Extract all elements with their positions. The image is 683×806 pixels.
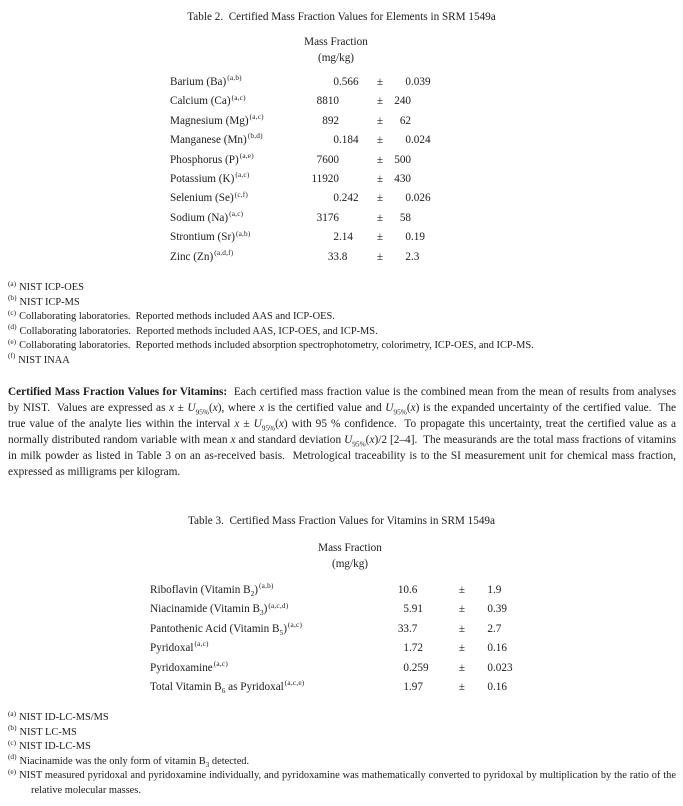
value-whole: 0	[333, 134, 339, 147]
uncertainty-fraction: .7	[493, 622, 502, 635]
footnote-marker: (a,e)	[239, 150, 254, 160]
footnote-marker: (a,b)	[227, 73, 242, 83]
footnote: $^{(c)}$ NIST ID-LC-MS	[8, 737, 91, 752]
plus-minus: ±	[458, 642, 466, 655]
uncertainty-fraction: .3	[411, 250, 420, 263]
uncertainty-whole: 0	[487, 661, 493, 674]
value-fraction: .566	[339, 76, 359, 88]
row-label: Total Vitamin $B_6$ as Pyridoxal$^{(a,c,e)}$	[150, 678, 305, 696]
table-row	[0, 189, 683, 208]
uncertainty-whole: 0	[405, 231, 411, 244]
footnote-marker: (a,d,f)	[214, 247, 234, 257]
uncertainty-fraction: .16	[493, 681, 507, 694]
table-row	[0, 112, 683, 131]
plus-minus: ±	[376, 250, 384, 263]
table-row	[0, 639, 683, 658]
uncertainty-fraction: .39	[493, 603, 507, 616]
value-whole: 8810	[316, 95, 339, 108]
value-fraction: .242	[339, 192, 359, 205]
value-whole: 5	[403, 603, 409, 616]
value-fraction: .91	[409, 603, 423, 616]
vitamins-paragraph: Certified Mass Fraction Values for Vitamins: Each certified mass fraction value is the combined mean from the mean of results from analyses by NIST. Values are expressed as $x \pm U_{95\%}(x)$, where x is the certified value and $U_{95\%}(x)$ is the expanded uncertainty of the certified value. The true value of the analyte lies within the interval $x \pm U_{95\%}(x)$ with 95 % confidence. To propagate this uncertainty, treat the certified value as a normally distributed random variable with mean x and standard deviation $U_{95\%}(x)/2$ [2–4]. The measurands are the total mass fractions of vitamins in milk powder as listed in Table 3 on an as-received basis. Metrological traceability is to the SI measurement unit for chemical mass fraction, expressed as milligrams per kilogram.	[8, 386, 677, 478]
value-whole: 33	[327, 250, 339, 263]
row-label: Pantothenic Acid (Vitamin $B_5)^{(a,c)}$	[150, 620, 303, 638]
table-row	[0, 92, 683, 111]
table-row	[0, 73, 683, 92]
footnote-marker: (e)	[8, 766, 17, 776]
uncertainty-fraction: .024	[411, 134, 431, 147]
uncertainty-whole: 430	[394, 173, 411, 186]
value-whole: 1	[403, 642, 409, 655]
value-whole: 33	[397, 622, 409, 635]
value-whole: 7600	[316, 153, 339, 166]
value-fraction: .259	[409, 661, 429, 674]
value-whole: 1	[403, 681, 409, 694]
row-label: Potassium $(K)^{(a,c)}$	[170, 170, 250, 186]
footnote: $^{(b)}$ NIST LC-MS	[8, 723, 77, 738]
plus-minus: ±	[458, 661, 466, 674]
row-label: Barium $(Ba)^{(a,b)}$	[170, 73, 242, 88]
table2-footnotes	[8, 278, 676, 368]
value-whole: 0	[403, 661, 409, 674]
uncertainty-whole: 2	[487, 622, 493, 635]
table2-unit-header	[230, 35, 442, 66]
table-row	[0, 209, 683, 228]
footnote-marker: (a,c)	[249, 112, 264, 122]
uncertainty-whole: 0	[405, 134, 411, 147]
unit-label: (mg/kg)	[331, 557, 369, 570]
value-whole: 0	[333, 76, 339, 88]
table-row	[0, 678, 683, 697]
footnote: $^{(c)}$ Collaborating laboratories. Reported methods included AAS and ICP-OES.	[8, 307, 335, 322]
table-row	[0, 151, 683, 170]
value-fraction: .184	[339, 134, 359, 147]
row-label: Magnesium $(Mg)^{(a,c)}$	[170, 112, 264, 127]
uncertainty-fraction: .026	[411, 192, 431, 205]
uncertainty-whole: 58	[399, 211, 411, 224]
plus-minus: ±	[376, 134, 384, 147]
table3-unit-header	[244, 541, 456, 572]
value-fraction: .8	[339, 250, 348, 263]
footnote: $^{(f)}$ NIST INAA	[8, 351, 70, 366]
plus-minus: ±	[376, 95, 384, 108]
footnote-marker: (a,c)	[194, 639, 209, 649]
footnote-marker: (a,c,e)	[284, 678, 305, 688]
row-label: Niacinamide (Vitamin $B_3)^{(a,c,d)}$	[150, 600, 289, 618]
footnote-marker: (a)	[8, 278, 17, 288]
footnote: $^{(a)}$ NIST ID-LC-MS/MS	[8, 708, 109, 723]
uncertainty-whole: 0	[405, 192, 411, 205]
mass-fraction-label: Mass Fraction	[304, 36, 368, 48]
row-label: Riboflavin (Vitamin $B_2)^{(a,b)}$	[150, 581, 274, 599]
mass-fraction-label: Mass Fraction	[318, 542, 382, 554]
footnote: $^{(a)}$ NIST ICP-OES	[8, 278, 84, 293]
table3-rows	[0, 581, 683, 697]
row-label: Sodium $(Na)^{(a,c)}$	[170, 209, 244, 224]
value-whole: 11920	[311, 173, 339, 186]
table2-rows	[0, 73, 683, 267]
table-row	[0, 131, 683, 150]
row-label: Calcium $(Ca)^{(a,c)}$	[170, 92, 246, 108]
plus-minus: ±	[458, 681, 466, 694]
uncertainty-whole: 500	[394, 153, 411, 166]
value-whole: 10	[397, 584, 409, 596]
footnote-marker: (a,c,d)	[268, 600, 289, 610]
value-fraction: .6	[409, 584, 418, 596]
value-whole: 892	[322, 114, 339, 127]
table-row	[0, 228, 683, 247]
value-fraction: .72	[409, 642, 423, 655]
table-row	[0, 248, 683, 267]
uncertainty-whole: 240	[394, 95, 411, 108]
footnote: $^{(d)}$ Niacinamide was the only form of vitamin $B_3$ detected.	[8, 752, 250, 769]
value-fraction: .97	[409, 681, 423, 694]
row-label: Strontium $(Sr)^{(a,b)}$	[170, 228, 251, 244]
value-whole: 3176	[316, 211, 339, 224]
uncertainty-fraction: .16	[493, 642, 507, 655]
value-fraction: .7	[409, 622, 418, 635]
row-label: Zinc $(Zn)^{(a,d,f)}$	[170, 247, 234, 263]
plus-minus: ±	[376, 231, 384, 244]
table-row	[0, 620, 683, 639]
plus-minus: ±	[376, 211, 384, 224]
plus-minus: ±	[376, 192, 384, 205]
footnote-marker: (b,d)	[247, 131, 263, 141]
footnote-marker: (d)	[8, 322, 17, 332]
uncertainty-whole: 1	[487, 584, 493, 596]
table3-caption: Table 3. Certified Mass Fraction Values for Vitamins in SRM 1549a	[188, 515, 495, 527]
uncertainty-whole: 0	[487, 642, 493, 655]
plus-minus: ±	[458, 603, 466, 616]
row-label: Selenium $(Se)^{(c,f)}$	[170, 189, 249, 205]
plus-minus: ±	[458, 622, 466, 635]
footnote-marker: (a,c)	[287, 620, 303, 630]
plus-minus: ±	[376, 76, 384, 88]
table-row	[0, 659, 683, 678]
footnote-marker: (b)	[8, 293, 17, 303]
footnote-marker: (a)	[8, 708, 17, 718]
footnote-marker: (c,f)	[234, 189, 249, 199]
value-fraction: .14	[339, 231, 353, 244]
table-row	[0, 170, 683, 189]
footnote: $^{(b)}$ NIST ICP-MS	[8, 293, 80, 308]
value-whole: 2	[333, 231, 339, 244]
plus-minus: ±	[376, 173, 384, 186]
footnote: $^{(d)}$ Collaborating laboratories. Reported methods included AAS, ICP-OES, and ICP-MS.	[8, 322, 378, 337]
row-label: Pyridoxamine$^{(a,c)}$	[150, 658, 228, 674]
row-label: Phosphorus $(P)^{(a,e)}$	[170, 150, 254, 166]
footnote-marker: (a,b)	[259, 581, 274, 591]
table2-caption: Table 2. Certified Mass Fraction Values for Elements in SRM 1549a	[187, 11, 496, 23]
footnote-marker: (c)	[8, 737, 17, 747]
uncertainty-whole: 0	[487, 681, 493, 694]
plus-minus: ±	[376, 114, 384, 127]
footnote-marker: (a,b)	[235, 228, 251, 238]
footnote: $^{(e)}$ Collaborating laboratories. Reported methods included absorption spectrophotometry, colorimetry, ICP-OES, and ICP-MS.	[8, 336, 534, 351]
uncertainty-whole: 2	[405, 250, 411, 263]
uncertainty-fraction: .039	[411, 76, 431, 88]
unit-label: (mg/kg)	[317, 51, 355, 64]
uncertainty-fraction: .19	[411, 231, 425, 244]
footnote-marker: (a,c)	[235, 170, 250, 180]
row-label: Pyridoxal$^{(a,c)}$	[150, 639, 209, 655]
footnote-marker: (e)	[8, 336, 17, 346]
footnote-marker: (a,c)	[231, 92, 246, 102]
value-whole: 0	[333, 192, 339, 205]
uncertainty-whole: 0	[405, 76, 411, 88]
footnote: $^{(e)}$ NIST measured pyridoxal and pyridoxamine individually, and pyridoxamine was mathematically converted to pyridoxal by multiplication by the ratio of the relative molecular masses.	[8, 766, 676, 796]
uncertainty-whole: 0	[487, 603, 493, 616]
uncertainty-whole: 62	[399, 114, 411, 127]
table3-footnotes	[8, 708, 676, 798]
footnote-marker: (b)	[8, 723, 17, 733]
footnote-marker: (c)	[8, 307, 17, 317]
table-row	[0, 581, 683, 600]
plus-minus: ±	[458, 584, 466, 596]
footnote-marker: (f)	[8, 351, 16, 361]
uncertainty-fraction: .9	[493, 584, 502, 596]
uncertainty-fraction: .023	[493, 661, 513, 674]
plus-minus: ±	[376, 153, 384, 166]
footnote-marker: (a,c)	[229, 209, 244, 219]
table-row	[0, 600, 683, 619]
footnote-marker: (a,c)	[213, 658, 228, 668]
footnote-marker: (d)	[8, 752, 17, 762]
row-label: Manganese $(Mn)^{(b,d)}$	[170, 131, 263, 147]
